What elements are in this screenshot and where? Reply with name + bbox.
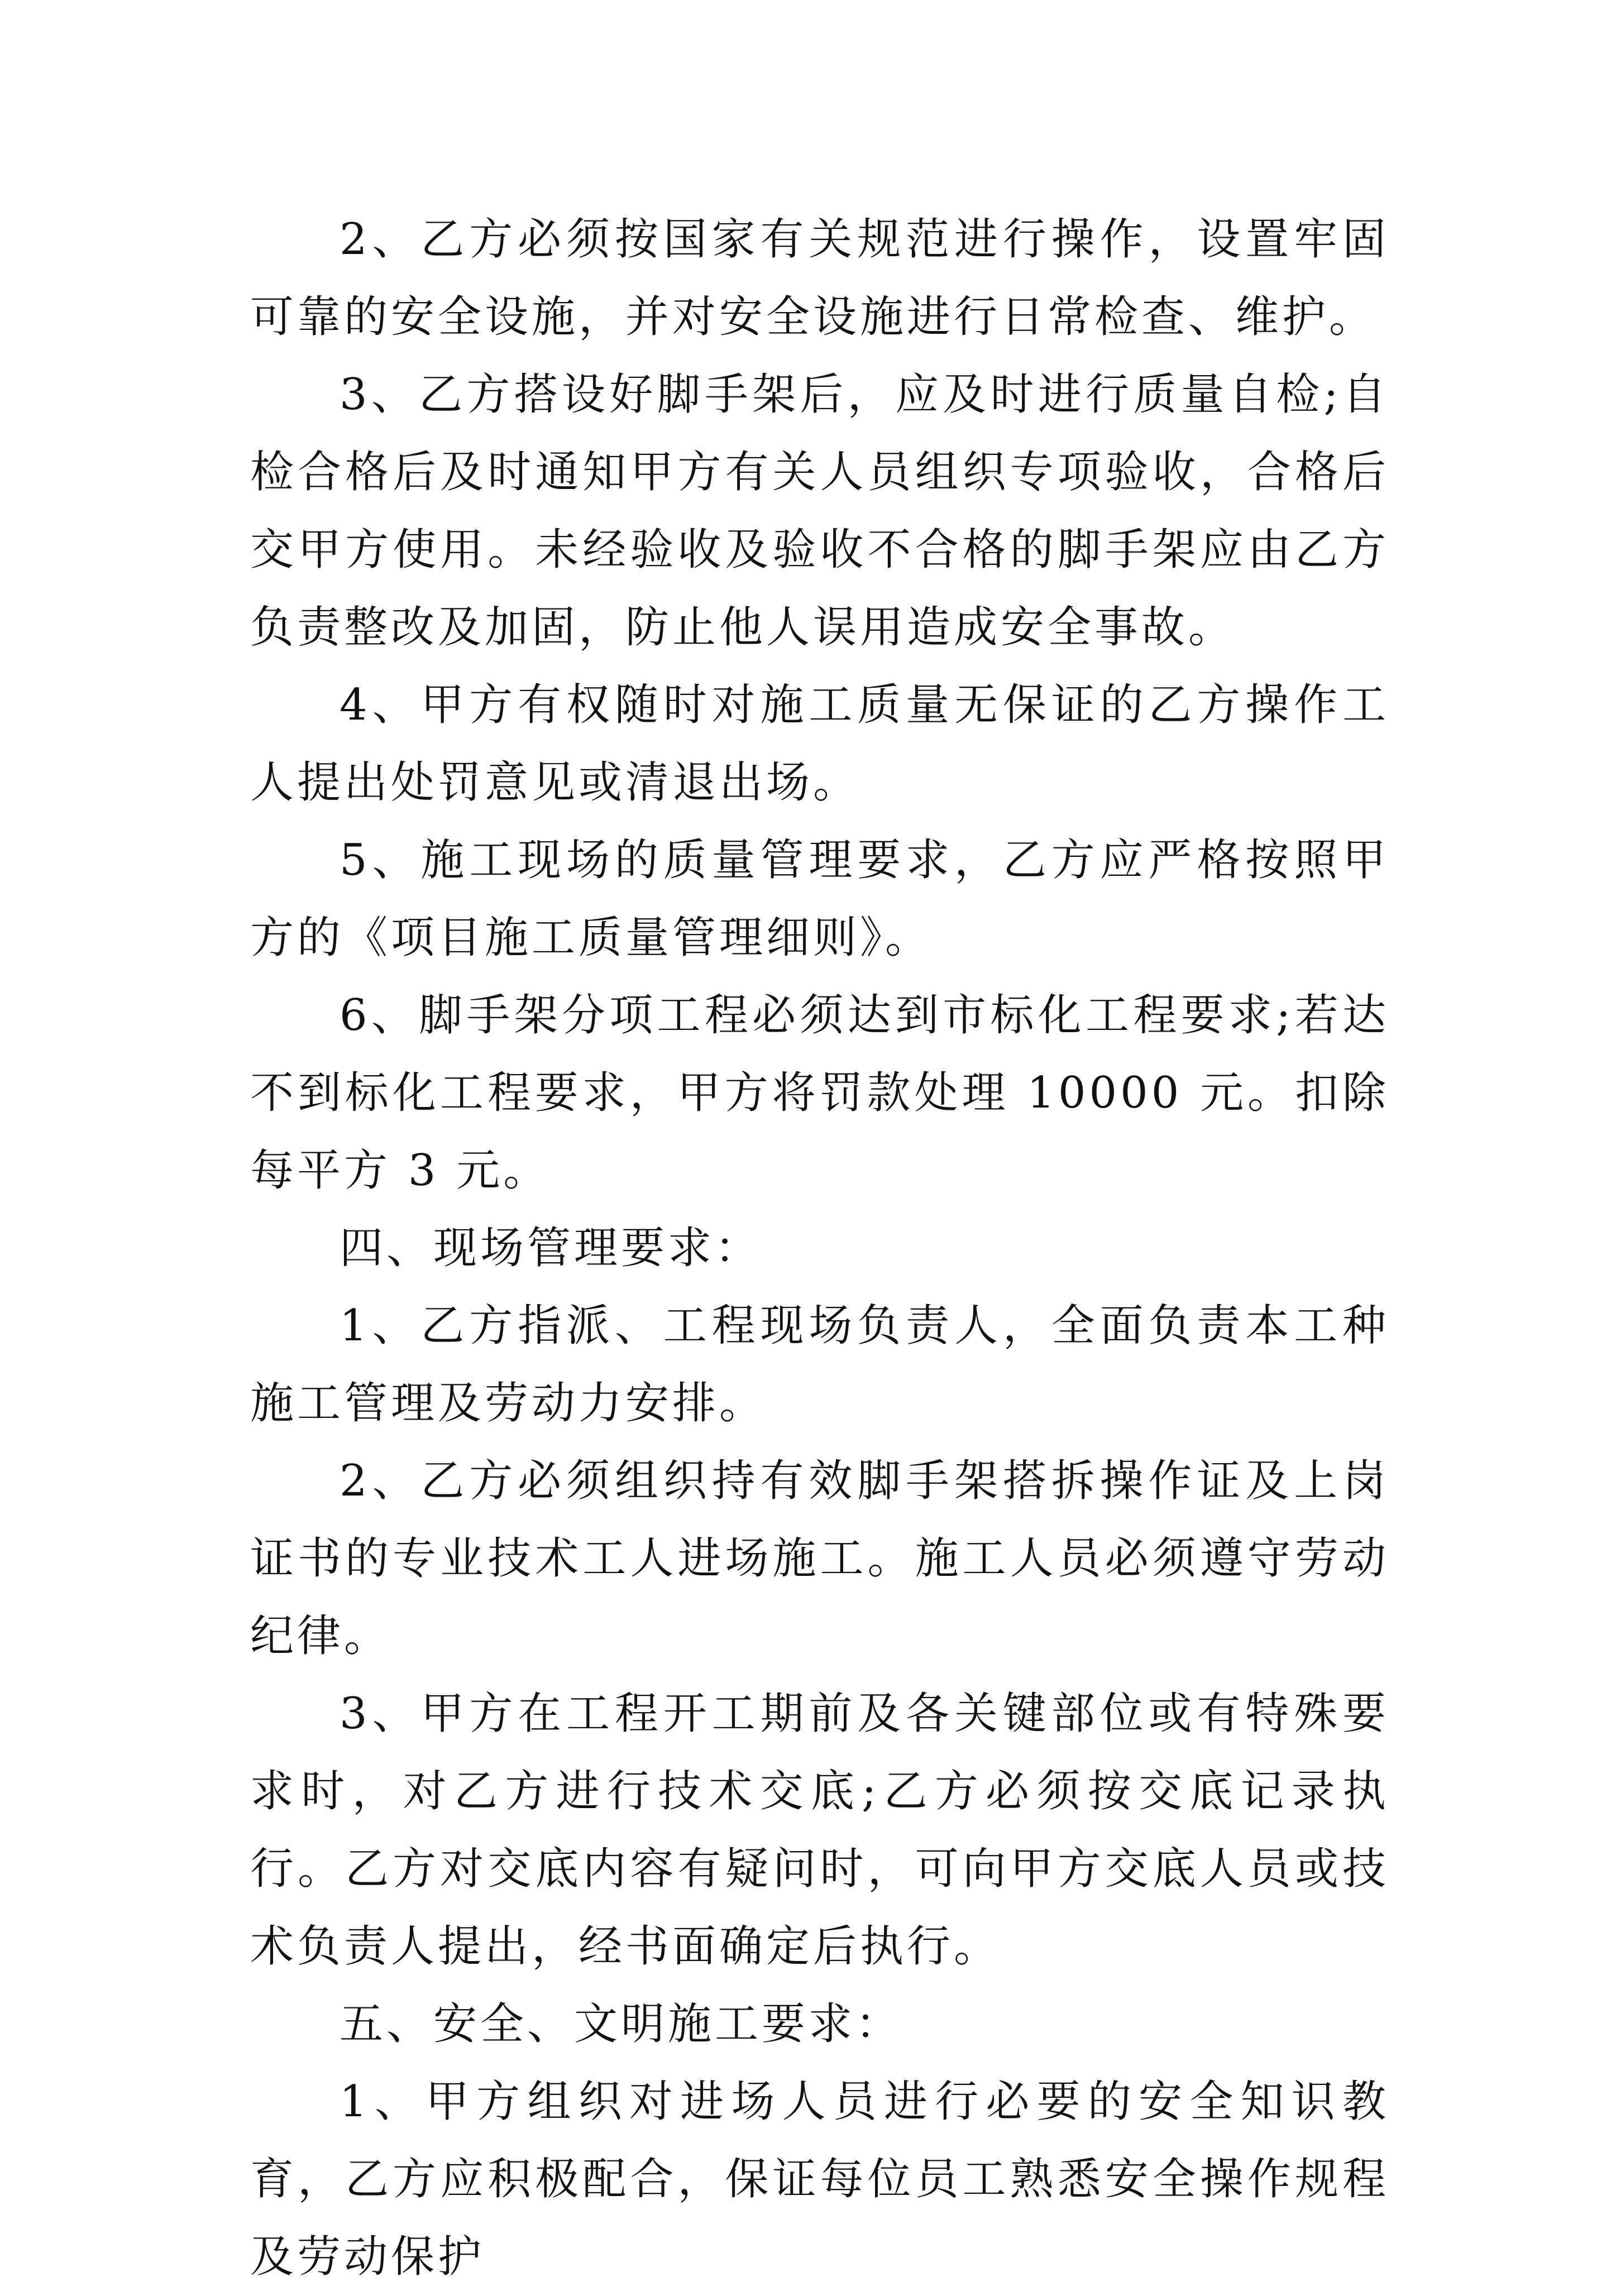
paragraph-safety-facilities: 2、乙方必须按国家有关规范进行操作，设置牢固可靠的安全设施，并对安全设施进行日常检查、维护。 [250,214,1389,342]
document-body [250,201,1389,2296]
paragraph-certified-workers: 2、乙方必须组织持有效脚手架搭拆操作证及上岗证书的专业技术工人进场施工。施工人员必须遵守劳动纪律。 [250,1456,1389,1661]
paragraph-technical-briefing: 3、甲方在工程开工期前及各关键部位或有特殊要求时，对乙方进行技术交底;乙方必须按交底记录执行。乙方对交底内容有疑问时，可向甲方交底人员或技术负责人提出，经书面确定后执行。 [250,1689,1389,1972]
paragraph-quality-management: 5、施工现场的质量管理要求，乙方应严格按照甲方的《项目施工质量管理细则》。 [250,835,1389,963]
paragraph-standard-requirements: 6、脚手架分项工程必须达到市标化工程要求;若达不到标化工程要求，甲方将罚款处理 10000 元。扣除每平方 3 元。 [250,990,1389,1196]
paragraph-safety-education: 1、甲方组织对进场人员进行必要的安全知识教育，乙方应积极配合，保证每位员工熟悉安全操作规程及劳动保护 [250,2077,1389,2282]
paragraph-penalty-rights: 4、甲方有权随时对施工质量无保证的乙方操作工人提出处罚意见或清退出场。 [250,680,1389,808]
paragraph-site-responsible-person: 1、乙方指派、工程现场负责人，全面负责本工种施工管理及劳动力安排。 [250,1301,1389,1429]
section-heading-safety-civilized: 五、安全、文明施工要求： [340,1999,903,2049]
section-heading-site-management: 四、现场管理要求： [340,1223,762,1273]
paragraph-scaffold-inspection: 3、乙方搭设好脚手架后，应及时进行质量自检;自检合格后及时通知甲方有关人员组织专项验收，合格后交甲方使用。未经验收及验收不合格的脚手架应由乙方负责整改及加固，防止他人误用造成安全事故。 [250,370,1389,653]
